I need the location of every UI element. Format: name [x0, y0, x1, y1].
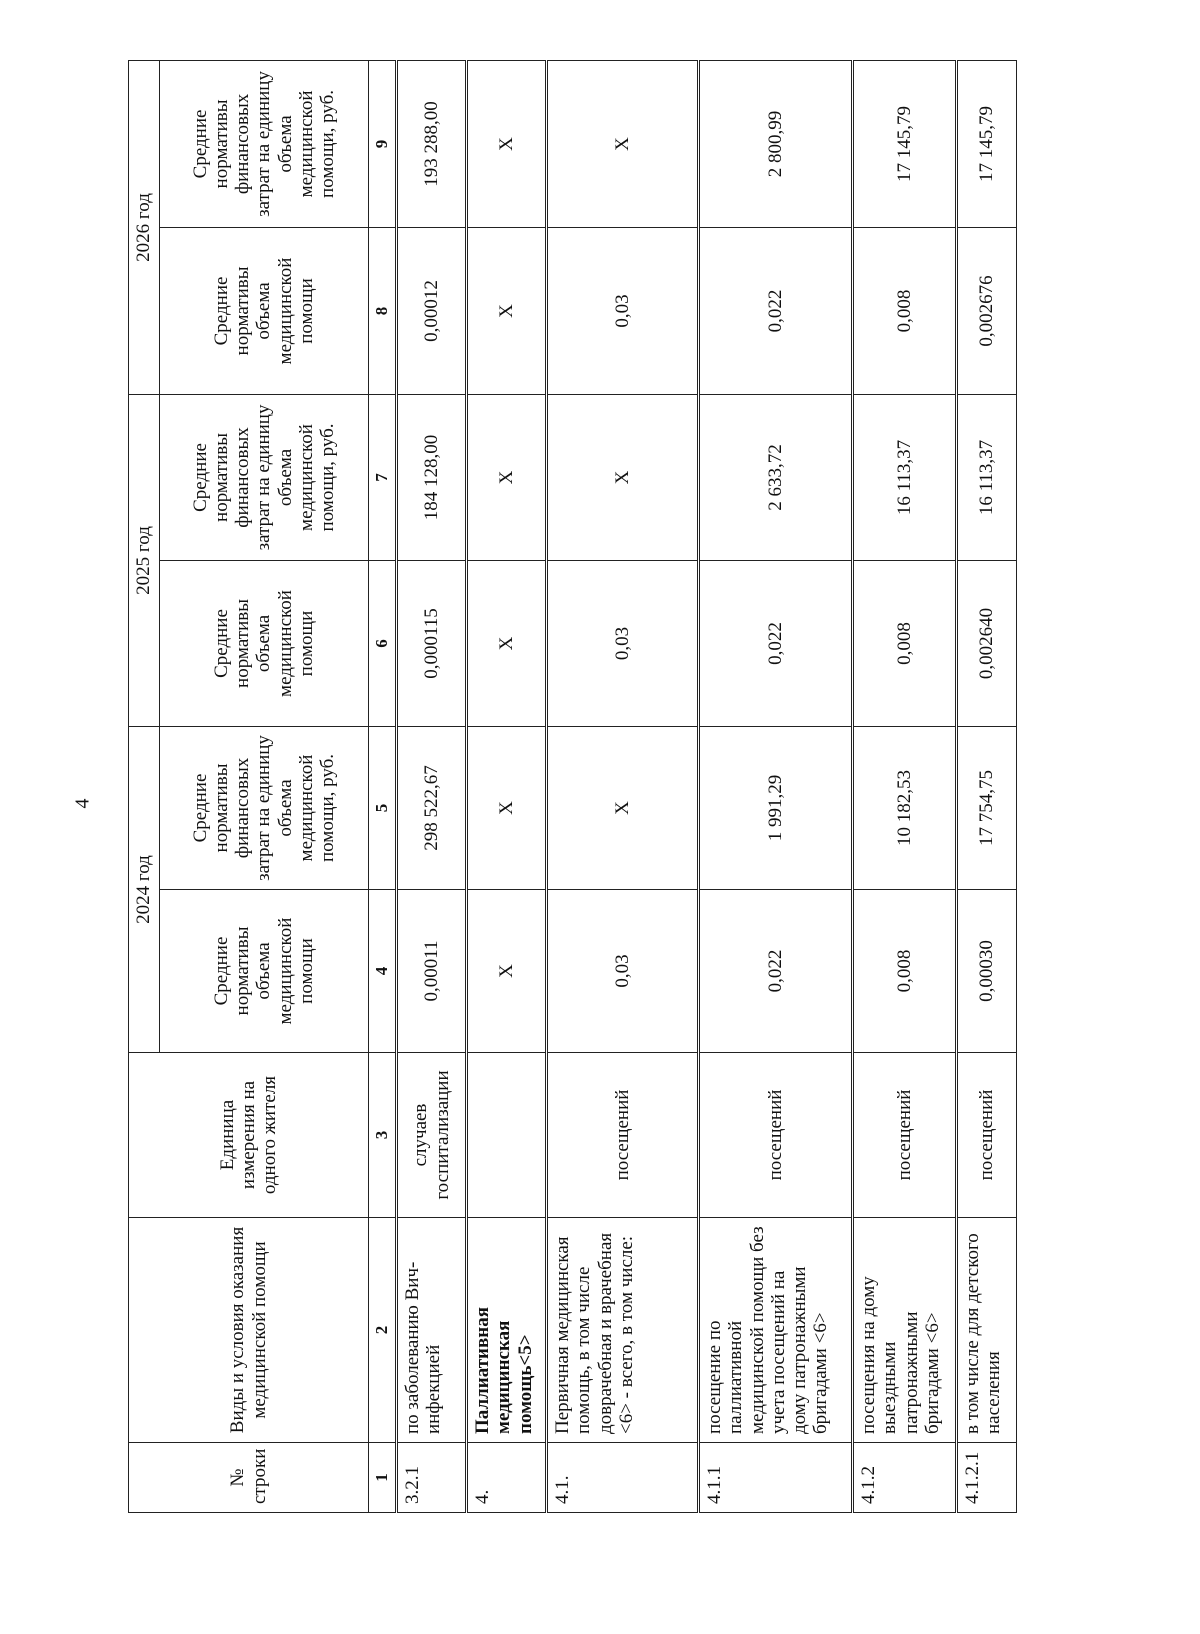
table-row [699, 60, 853, 1512]
header-year-2024: 2024 год [129, 726, 160, 1052]
row-volume-2025: 0,008 [853, 560, 957, 726]
header-unit: Единица измерения на одного жителя [129, 1053, 369, 1218]
column-number: 9 [369, 60, 397, 227]
row-cost-2026: 2 800,99 [699, 60, 853, 227]
row-volume-2024: X [467, 890, 547, 1053]
row-volume-2024: 0,008 [853, 890, 957, 1053]
row-volume-2025: 0,03 [547, 560, 699, 726]
row-cost-2025: 184 128,00 [397, 394, 467, 560]
row-number: 3.2.1 [397, 1443, 467, 1513]
row-cost-2026: X [467, 60, 547, 227]
header-row-no: № строки [129, 1443, 369, 1513]
row-number: 4. [467, 1443, 547, 1513]
column-number: 1 [369, 1443, 397, 1513]
column-number: 4 [369, 890, 397, 1053]
row-unit [467, 1053, 547, 1218]
row-unit: посещений [699, 1053, 853, 1218]
row-volume-2026: 0,002676 [957, 227, 1017, 394]
row-number: 4.1.2.1 [957, 1443, 1017, 1513]
header-year-2025: 2025 год [129, 394, 160, 726]
rotated-table-wrapper [128, 61, 1006, 1513]
row-cost-2025: X [547, 394, 699, 560]
row-cost-2026: X [547, 60, 699, 227]
row-cost-2024: 1 991,29 [699, 726, 853, 889]
row-volume-2026: X [467, 227, 547, 394]
row-volume-2024: 0,022 [699, 890, 853, 1053]
row-number: 4.1. [547, 1443, 699, 1513]
row-cost-2025: X [467, 394, 547, 560]
page-number: 4 [71, 798, 94, 809]
row-cost-2024: X [547, 726, 699, 889]
column-number: 3 [369, 1053, 397, 1218]
column-number: 2 [369, 1218, 397, 1443]
row-volume-2025: X [467, 560, 547, 726]
header-kinds: Виды и условия оказания медицинской помощи [129, 1218, 369, 1443]
row-volume-2026: 0,03 [547, 227, 699, 394]
row-volume-2025: 0,000115 [397, 560, 467, 726]
row-cost-2024: X [467, 726, 547, 889]
row-name: посещение по паллиативной медицинской помощи без учета посещений на дому патронажными бригадами <6> [699, 1218, 853, 1443]
header-volume-2024: Средние нормативы объема медицинской помощи [160, 890, 369, 1053]
row-unit: случаев госпитализации [397, 1053, 467, 1218]
column-number: 8 [369, 227, 397, 394]
row-cost-2025: 16 113,37 [957, 394, 1017, 560]
row-name: по заболеванию Вич-инфекцией [397, 1218, 467, 1443]
header-cost-2025: Средние нормативы финансовых затрат на единицу объема медицинской помощи, руб. [160, 394, 369, 560]
row-volume-2026: 0,008 [853, 227, 957, 394]
table-row [957, 60, 1017, 1512]
row-volume-2024: 0,03 [547, 890, 699, 1053]
header-volume-2026: Средние нормативы объема медицинской помощи [160, 227, 369, 394]
column-number: 6 [369, 560, 397, 726]
table-row [853, 60, 957, 1512]
header-cost-2026: Средние нормативы финансовых затрат на единицу объема медицинской помощи, руб. [160, 60, 369, 227]
table-row [397, 60, 467, 1512]
norms-table [128, 60, 1017, 1513]
header-cost-2024: Средние нормативы финансовых затрат на единицу объема медицинской помощи, руб. [160, 726, 369, 889]
row-name: Первичная медицинская помощь, в том числе доврачебная и врачебная <6> - всего, в том числе: [547, 1218, 699, 1443]
row-name: Паллиативная медицинская помощь<5> [467, 1218, 547, 1443]
row-cost-2026: 17 145,79 [957, 60, 1017, 227]
header-volume-2025: Средние нормативы объема медицинской помощи [160, 560, 369, 726]
row-cost-2024: 10 182,53 [853, 726, 957, 889]
row-volume-2025: 0,002640 [957, 560, 1017, 726]
row-cost-2026: 193 288,00 [397, 60, 467, 227]
column-numbers-row [369, 60, 397, 1512]
column-number: 5 [369, 726, 397, 889]
row-number: 4.1.2 [853, 1443, 957, 1513]
row-cost-2025: 2 633,72 [699, 394, 853, 560]
row-volume-2024: 0,00030 [957, 890, 1017, 1053]
row-number: 4.1.1 [699, 1443, 853, 1513]
row-name: в том числе для детского населения [957, 1218, 1017, 1443]
row-cost-2024: 17 754,75 [957, 726, 1017, 889]
row-unit: посещений [957, 1053, 1017, 1218]
header-year-2026: 2026 год [129, 60, 160, 394]
row-volume-2025: 0,022 [699, 560, 853, 726]
row-volume-2026: 0,00012 [397, 227, 467, 394]
column-number: 7 [369, 394, 397, 560]
row-cost-2025: 16 113,37 [853, 394, 957, 560]
row-unit: посещений [547, 1053, 699, 1218]
row-cost-2024: 298 522,67 [397, 726, 467, 889]
row-volume-2026: 0,022 [699, 227, 853, 394]
row-name: посещения на дому выездными патронажными бригадами <6> [853, 1218, 957, 1443]
row-volume-2024: 0,00011 [397, 890, 467, 1053]
table-row [547, 60, 699, 1512]
row-cost-2026: 17 145,79 [853, 60, 957, 227]
table-row [467, 60, 547, 1512]
row-unit: посещений [853, 1053, 957, 1218]
